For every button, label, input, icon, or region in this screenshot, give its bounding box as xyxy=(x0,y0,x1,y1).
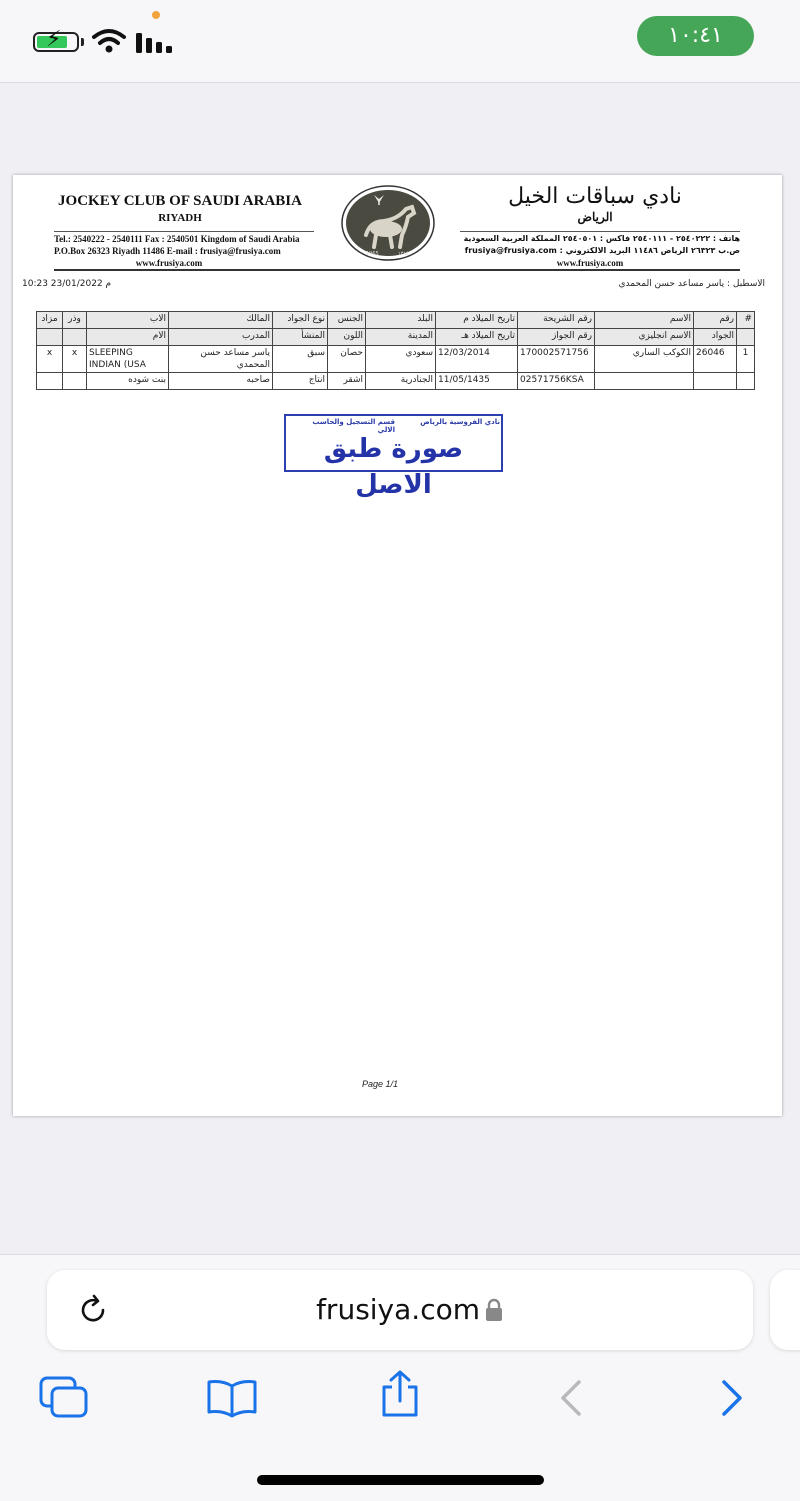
cell-birth-date-h: 11/05/1435 xyxy=(436,373,518,390)
stamp-department: قسم التسجيل والحاسب الالي xyxy=(312,418,395,434)
header-cell-horse-label: الجواد xyxy=(694,329,737,346)
cell-color: اشقر xyxy=(328,373,366,390)
table-row xyxy=(37,346,755,373)
header-cell-trainer: المدرب xyxy=(169,329,273,346)
logo-year-left: 1965 xyxy=(366,251,379,257)
tabs-icon[interactable] xyxy=(38,1375,90,1419)
cell-sex: حصان xyxy=(328,346,366,373)
cell-chip: 170002571756 xyxy=(518,346,595,373)
cell-birth-date-g: 12/03/2014 xyxy=(436,346,518,373)
header-cell-index: # xyxy=(737,312,755,329)
back-icon[interactable] xyxy=(555,1378,585,1418)
cell-empty xyxy=(37,373,63,390)
cell-owner: ياسر مساعد حسن المحمدي xyxy=(169,346,273,373)
cell-empty xyxy=(63,373,87,390)
next-tab-peek[interactable] xyxy=(770,1270,800,1350)
header-cell-owner: المالك xyxy=(169,312,273,329)
table-row xyxy=(37,373,755,390)
contact-line-english-1: Tel.: 2540222 - 2540111 Fax : 2540501 Kingdom of Saudi Arabia xyxy=(54,234,300,244)
header-cell-country: البلد xyxy=(366,312,436,329)
cell-empty xyxy=(595,373,694,390)
contact-line-english-2: P.O.Box 26323 Riyadh 11486 E-mail : frusiya@frusiya.com xyxy=(54,246,281,256)
cell-empty xyxy=(694,373,737,390)
page-number: Page 1/1 xyxy=(361,1079,399,1089)
header-cell-origin: المنشأ xyxy=(273,329,328,346)
header-cell-name: الاسم xyxy=(595,312,694,329)
contact-line-arabic-1: هاتف : ٢٥٤٠٢٢٢ - ٢٥٤٠١١١ فاكس : ٢٥٤٠٥٠١ المملكة العربية السعودية xyxy=(463,234,740,243)
header-divider xyxy=(54,231,314,232)
time-pill[interactable]: ١٠:٤١ xyxy=(637,16,754,56)
header-cell-empty xyxy=(63,329,87,346)
table-header-row-2 xyxy=(37,329,755,346)
stamp-club: نادي الفروسية بالرياض xyxy=(420,418,500,426)
cell-weight: x xyxy=(63,346,87,373)
url-text[interactable]: frusiya.com xyxy=(316,1293,480,1326)
header-cell-sire: الاب xyxy=(87,312,169,329)
bookmarks-icon[interactable] xyxy=(205,1378,259,1418)
cell-city: الجنادرية xyxy=(366,373,436,390)
cell-passport: 02571756KSA xyxy=(518,373,595,390)
logo-year-right: ١٣٨٥ xyxy=(398,251,409,257)
cell-auction: x xyxy=(37,346,63,373)
header-bottom-rule xyxy=(54,269,740,271)
club-name-english: JOCKEY CLUB OF SAUDI ARABIA xyxy=(58,193,302,209)
battery-nub xyxy=(81,38,84,46)
cell-trainer: صاحبه xyxy=(169,373,273,390)
header-cell-chip: رقم الشريحة xyxy=(518,312,595,329)
website-english: www.frusiya.com xyxy=(135,258,203,268)
club-logo-icon xyxy=(340,185,436,261)
header-cell-weight: وذر xyxy=(63,312,87,329)
header-cell-english-name: الاسم انجليزي xyxy=(595,329,694,346)
header-cell-birth-date-h: تاريخ الميلاد هـ xyxy=(436,329,518,346)
cell-dam: بنت شوده xyxy=(87,373,169,390)
header-cell-auction: مزاد xyxy=(37,312,63,329)
header-cell-dam: الام xyxy=(87,329,169,346)
contact-line-arabic-2: ص.ب ٢٦٣٢٣ الرياض ١١٤٨٦ البريد الالكتروني : frusiya@frusiya.com xyxy=(464,246,740,255)
table-header-row xyxy=(37,312,755,329)
header-cell-empty xyxy=(37,329,63,346)
website-arabic-side: www.frusiya.com xyxy=(556,258,624,268)
header-cell-city: المدينة xyxy=(366,329,436,346)
header-cell-birth-date-g: تاريخ الميلاد م xyxy=(436,312,518,329)
header-divider xyxy=(460,231,740,232)
cell-sire: SLEEPING INDIAN (USA xyxy=(87,346,169,373)
header-cell-horse-no: رقم xyxy=(694,312,737,329)
header-cell-color: اللون xyxy=(328,329,366,346)
privacy-indicator-dot xyxy=(152,11,160,19)
cell-origin: انتاج xyxy=(273,373,328,390)
cell-horse-type: سبق xyxy=(273,346,328,373)
reload-icon[interactable] xyxy=(75,1292,111,1328)
header-cell-empty xyxy=(737,329,755,346)
cell-empty xyxy=(737,373,755,390)
stamp-text: صورة طبق الاصل xyxy=(323,434,464,500)
club-name-arabic: نادي سباقات الخيل xyxy=(508,184,682,209)
cell-country: سعودي xyxy=(366,346,436,373)
charging-bolt-icon: ⚡ xyxy=(46,27,62,52)
club-city-arabic: الرياض xyxy=(577,210,613,224)
club-city-english: RIYADH xyxy=(158,212,202,224)
header-cell-sex: الجنس xyxy=(328,312,366,329)
print-datetime: 10:23 23/01/2022 م xyxy=(22,279,112,289)
lock-icon xyxy=(484,1298,504,1322)
forward-icon[interactable] xyxy=(718,1378,748,1418)
share-icon[interactable] xyxy=(378,1369,422,1419)
cell-index: 1 xyxy=(737,346,755,373)
header-cell-passport: رقم الجواز xyxy=(518,329,595,346)
cell-name: الكوكب الساري xyxy=(595,346,694,373)
horses-table xyxy=(36,311,755,390)
header-cell-horse-type: نوع الجواد xyxy=(273,312,328,329)
cell-horse-no: 26046 xyxy=(694,346,737,373)
wifi-icon xyxy=(92,28,126,54)
signal-icon xyxy=(136,31,174,53)
home-indicator[interactable] xyxy=(257,1475,544,1485)
stable-owner-label: الاسطبل : ياسر مساعد حسن المحمدي xyxy=(618,279,765,289)
